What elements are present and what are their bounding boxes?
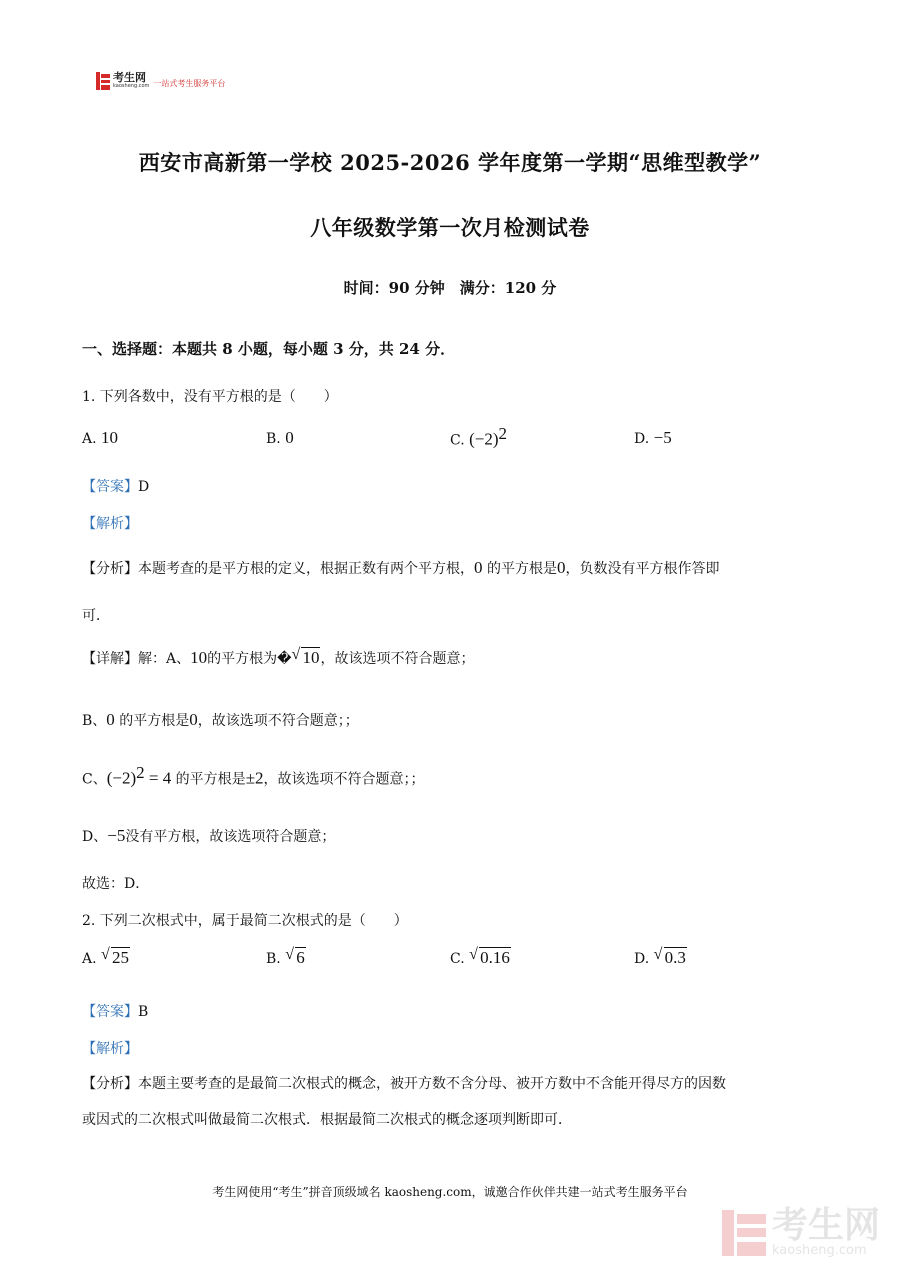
q1-choose: 故选：D． <box>82 876 150 892</box>
logo-mark-icon <box>96 72 110 90</box>
q1-option-b: B. 0 <box>266 428 294 447</box>
q1-answer: 【答案】D <box>82 479 150 495</box>
q1-option-d: D. −5 <box>634 428 672 447</box>
q2-answer: 【答案】B <box>82 1004 149 1020</box>
q2-stem: 2. 下列二次根式中，属于最简二次根式的是（ ） <box>82 913 408 929</box>
q2-analysis: 【分析】本题主要考查的是最简二次根式的概念，被开方数不含分母、被开方数中不含能开得尽方的因数 <box>82 1076 726 1092</box>
sqrt-icon: √ 25 <box>101 946 130 967</box>
q2-option-c: C. √ 0.16 <box>450 946 510 967</box>
logo-slogan: 一站式考生服务平台 <box>153 79 226 88</box>
q1-analysis-cont: 可． <box>82 608 110 624</box>
q1-analysis: 【分析】本题考查的是平方根的定义，根据正数有两个平方根，0 的平方根是0，负数没有平方根作答即 <box>82 558 720 577</box>
sqrt-icon: √ 0.3 <box>653 946 686 967</box>
exam-title: 西安市高新第一学校 2025-2026 学年度第一学期“思维型教学” <box>138 150 762 175</box>
section-heading: 一、选择题：本题共 8 小题，每小题 3 分，共 24 分． <box>82 340 456 358</box>
q1-detail-c: C、$(-2)^2 = 4$ 的平方根是±2，故该选项不符合题意；； <box>82 763 425 788</box>
q1-detail-b: B、0 的平方根是0，故该选项不符合题意；； <box>82 710 359 729</box>
sqrt-icon: √ 0.16 <box>469 946 510 967</box>
sqrt-icon: √ 10 <box>291 646 320 667</box>
q1-option-c: C. $(-2)^2$ <box>450 424 508 449</box>
site-logo <box>96 72 225 92</box>
exam-info: 时间：90 分钟 满分：120 分 <box>343 279 557 297</box>
q2-analysis-cont: 或因式的二次根式叫做最简二次根式．根据最简二次根式的概念逐项判断即可． <box>82 1112 572 1128</box>
q1-jiexi-tag: 【解析】 <box>82 516 138 532</box>
exam-subtitle: 八年级数学第一次月检测试卷 <box>310 215 590 240</box>
watermark-domain: kaosheng.com <box>771 1243 867 1258</box>
answer-tag: 【答案】 <box>82 479 138 495</box>
q1-option-a: A. 10 <box>82 428 119 447</box>
q2-option-a: A. √ 25 <box>82 946 130 967</box>
logo-domain: kaosheng.com <box>113 83 150 89</box>
q1-detail-a: 【详解】解：A、10的平方根为� √ 10，故该选项不符合题意； <box>82 646 475 667</box>
answer-tag: 【答案】 <box>82 1004 138 1020</box>
watermark-logo <box>722 1205 880 1258</box>
q1-stem: 1. 下列各数中，没有平方根的是（ ） <box>82 389 338 405</box>
sqrt-icon: √ 6 <box>285 946 305 967</box>
watermark-name: 考生网 <box>771 1205 880 1246</box>
q1-detail-d: D、−5没有平方根，故该选项符合题意； <box>82 826 336 845</box>
watermark-mark-icon <box>722 1210 766 1256</box>
q2-option-d: D. √ 0.3 <box>634 946 686 967</box>
q2-jiexi-tag: 【解析】 <box>82 1041 138 1057</box>
page-footer: 考生网使用“考生”拼音顶级域名 kaosheng.com，诚邀合作伙伴共建一站式考生服务平台 <box>212 1185 688 1199</box>
q2-option-b: B. √ 6 <box>266 946 305 967</box>
logo-name: 考生网 <box>113 71 146 84</box>
